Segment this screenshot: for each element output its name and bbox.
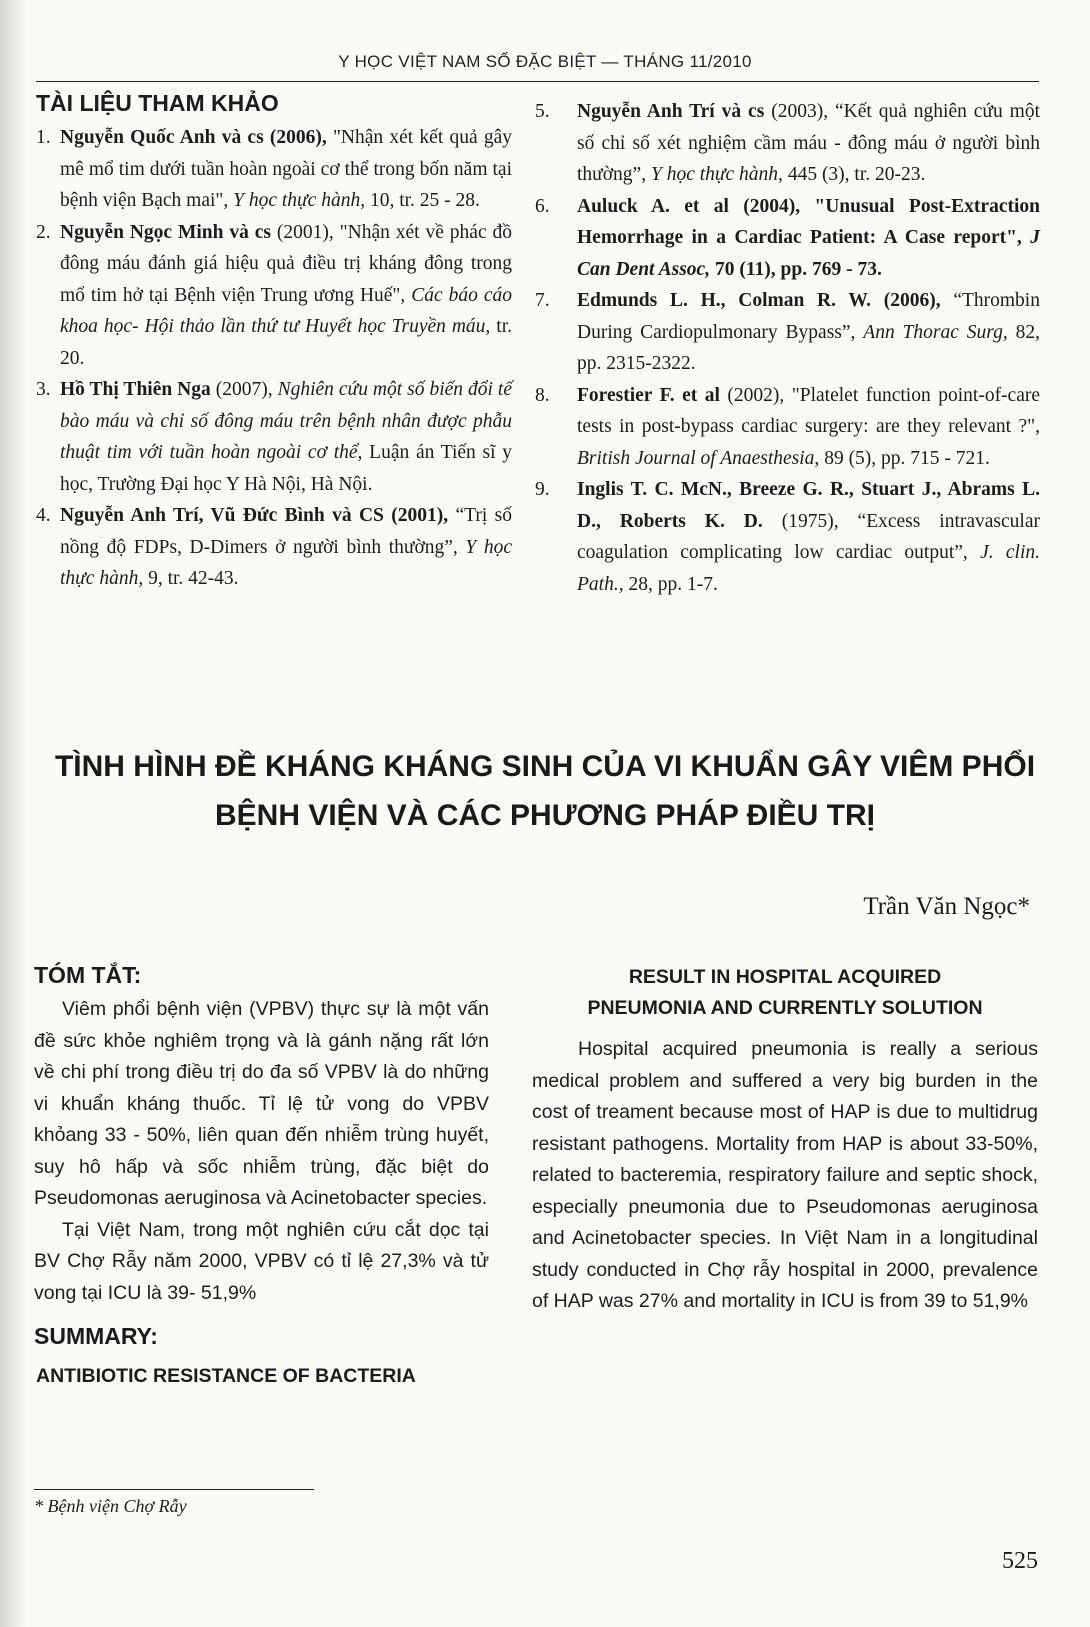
summary-heading: SUMMARY: [34,1323,158,1349]
reference-journal: J Can Dent Assoc, [577,227,1040,280]
reference-text: (2007), [210,379,278,400]
reference-journal: British Journal of Anaesthesia, [577,447,820,469]
reference-item [535,380,1040,475]
reference-text: (2002), "Platelet function point-of-care tests in post-bypass cardiac surgery: are they relevant ?", [577,384,1041,437]
reference-number: 4. [36,505,51,526]
reference-journal: Nghiên cứu một số biến đổi tế bào máu và chỉ số đông máu trên bệnh nhân được phẫu thuật tim với tuần hoàn ngoài cơ thể, [60,379,512,463]
abstract-en-title [532,962,1038,1024]
reference-tail: 89 (5), pp. 715 - 721. [819,447,990,469]
reference-tail: 28, pp. 1-7. [623,573,718,595]
reference-number: 8. [535,384,550,406]
reference-text: (2001), "Nhận xét về phác đồ đông máu đánh giá hiệu quả điều trị kháng đông trong mổ tim hở tại Bệnh viện Trung ương Huế", [60,221,512,306]
reference-authors: Nguyễn Ngọc Minh và cs [60,221,272,243]
reference-journal: Y học thực hành, [650,164,783,185]
abstract-en-paragraph: Hospital acquired pneumonia is really a serious medical problem and suffered a very big burden in the cost of treament because most of HAP is due to multidrug resistant pathogens. Mortality from HAP is about 33-50%, related to bacteremia, respiratory failure and septic shock, especially pneumonia due to Pseudomonas aeruginosa and Acinetobacter species. In Việt Nam in a longitudinal study conducted in Chợ rẫy hospital in 2000, prevalence of HAP was 27% and mortality in ICU is from 39 to 51,9% [532,1038,1038,1312]
reference-item [535,474,1040,600]
reference-journal: Y học thực hành, [233,190,366,211]
abstract-vietnamese [34,958,489,1391]
reference-authors: Nguyễn Anh Trí, Vũ Đức Bình và CS (2001), [60,505,449,526]
reference-tail: 70 (11), pp. 769 - 73. [710,258,882,280]
article-author: Trần Văn Ngọc* [863,893,1030,920]
reference-list-right [535,96,1040,600]
reference-item [36,374,512,500]
header-rule [36,81,1039,82]
reference-item [36,122,512,217]
abstract-english [532,962,1038,1318]
reference-journal: Các báo cáo khoa học- Hội thảo lần thứ tư Huyết học Truyền máu, [60,284,512,337]
reference-authors: Forestier F. et al [577,384,720,406]
reference-journal: Ann Thorac Surg, [863,321,1008,343]
references-heading: TÀI LIỆU THAM KHẢO [36,90,279,116]
reference-item [535,191,1040,286]
reference-authors: Inglis T. C. McN., Breeze G. R., Stuart J., Abrams L. D., Roberts K. D. [577,479,1040,532]
summary-subtitle: ANTIBIOTIC RESISTANCE OF BACTERIA [36,1365,416,1387]
reference-number: 2. [36,221,51,243]
reference-number: 7. [535,290,550,311]
abstract-en-title-line-1: RESULT IN HOSPITAL ACQUIRED [628,966,942,988]
abstract-vi-paragraph: Viêm phổi bệnh viện (VPBV) thực sự là một vấn đề sức khỏe nghiêm trọng và là gánh nặng rất lớn về chi phí trong điều trị do đa số VPBV là do những vi khuẩn kháng thuốc. Tỉ lệ tử vong do VPBV khỏang 33 - 50%, liên quan đến nhiễm trùng huyết, suy hô hấp và sốc nhiễm trùng, đặc biệt do Pseudomonas aeruginosa và Acinetobacter species. [34,998,489,1209]
references-left-column [36,86,512,595]
article-title-line-1: TÌNH HÌNH ĐỀ KHÁNG KHÁNG SINH CỦA VI KHUẨN GÂY VIÊM PHỔI [54,750,1036,783]
article-title [20,742,1070,840]
reference-authors: Hồ Thị Thiên Nga [60,379,211,400]
reference-tail: 445 (3), tr. 20-23. [782,164,926,185]
reference-item [36,500,512,595]
reference-number: 9. [535,479,550,500]
reference-authors: Auluck A. et al (2004), "Unusual Post-Extraction Hemorrhage in a Cardiac Patient: A Case report", [577,195,1040,248]
footnote: * Bệnh viện Chợ Rẫy [34,1496,187,1516]
reference-authors: Nguyễn Quốc Anh và cs (2006), [60,127,327,148]
reference-tail: Luận án Tiến sĩ y học, Trường Đại học Y Hà Nội, Hà Nội. [60,442,513,495]
reference-list-left [36,122,512,595]
reference-item [535,285,1040,380]
reference-tail: tr. 20. [60,316,512,369]
reference-text: (2003), “Kết quả nghiên cứu một số chỉ số xét nghiệm cầm máu - đông máu ở người bình thường”, [577,101,1040,185]
abstract-vi-paragraph: Tại Việt Nam, trong một nghiên cứu cắt dọc tại BV Chợ Rẫy năm 2000, VPBV có tỉ lệ 27,3% và tử vong tại ICU là 39- 51,9% [34,1218,489,1304]
abstract-vi-heading: TÓM TẮT: [34,962,142,988]
reference-tail: 10, tr. 25 - 28. [365,190,480,211]
reference-journal: J. clin. Path., [577,542,1040,595]
reference-item [36,217,512,375]
references-right-column [535,96,1040,600]
reference-number: 3. [36,379,51,400]
reference-text: “Trị số nồng độ FDPs, D-Dimers ở người bình thường”, [60,505,512,558]
reference-authors: Nguyễn Anh Trí và cs [577,101,765,122]
running-head: Y HỌC VIỆT NAM SỐ ĐẶC BIỆT — THÁNG 11/2010 [338,52,752,71]
article-title-line-2: BỆNH VIỆN VÀ CÁC PHƯƠNG PHÁP ĐIỀU TRỊ [215,799,875,832]
reference-number: 6. [535,195,550,217]
reference-journal: Y học thực hành, [60,536,513,589]
footnote-rule [34,1489,314,1490]
reference-text [1022,227,1030,248]
abstract-en-title-line-2: PNEUMONIA AND CURRENTLY SOLUTION [587,997,983,1019]
reference-text: (1975), “Excess intravascular coagulation complicating low cardiac output”, [577,510,1040,563]
reference-tail: 82, pp. 2315-2322. [577,321,1041,374]
reference-text: "Nhận xét kết quả gây mê mổ tim dưới tuần hoàn ngoài cơ thể trong bốn năm tại bệnh viện Bạch mai", [60,127,512,211]
reference-number: 1. [36,127,51,148]
reference-text: “Thrombin During Cardiopulmonary Bypass”, [577,290,1040,343]
reference-item [535,96,1040,191]
reference-authors: Edmunds L. H., Colman R. W. (2006), [577,290,941,311]
page-number: 525 [1002,1548,1038,1574]
reference-number: 5. [535,101,550,122]
reference-tail: 9, tr. 42-43. [143,568,239,589]
